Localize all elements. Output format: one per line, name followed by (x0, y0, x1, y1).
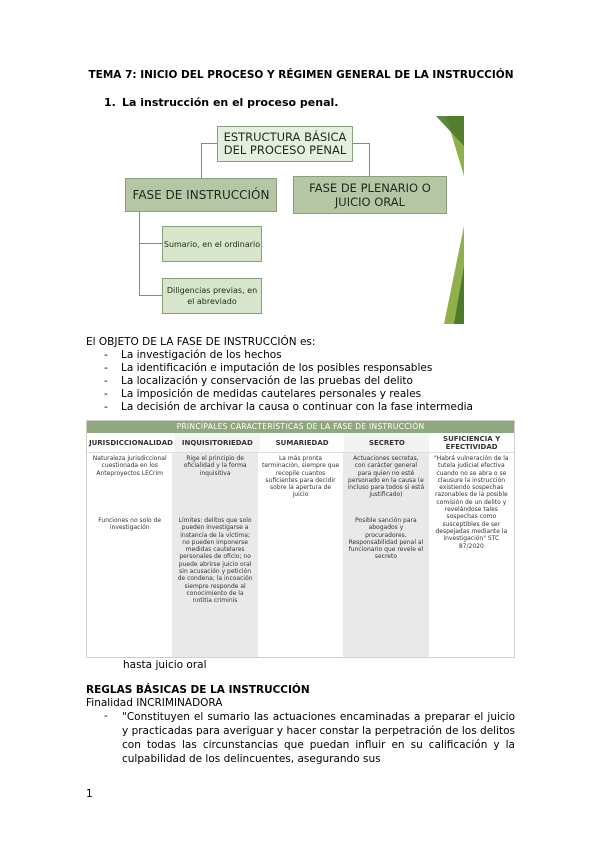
list-item: - La imposición de medidas cautelares personales y reales (104, 388, 473, 401)
table-header: SUMARIEDAD (260, 433, 345, 453)
table-column (429, 453, 514, 657)
connector-line (139, 295, 162, 296)
table-cell: La más pronta terminación, siempre que recopile cuantos suficientes para decidir sobre la apertura de juicio (262, 455, 340, 499)
list-item: - La identificación e imputación de los posibles responsables (104, 362, 473, 375)
table-cell: Naturaleza jurisdiccional cuestionada en los Anteproyectos LECrim (92, 455, 167, 477)
objeto-list (104, 349, 473, 414)
section-heading (104, 96, 338, 109)
table-header: INQUISITORIEDAD (175, 433, 260, 453)
connector-line (139, 210, 140, 295)
table-cell: Funciones no solo de investigación (98, 517, 162, 532)
reglas-heading: REGLAS BÁSICAS DE LA INSTRUCCIÓN (86, 684, 310, 696)
table-cell: Actuaciones secretas, con carácter general para quien no esté personado en la causa (e incluso para todos si está justificado) (347, 455, 425, 499)
connector-line (351, 143, 369, 144)
table-cell: Límites: delitos que solo pueden investigarse a instancia de la víctima; no pueden imponerse medidas cautelares personales de oficio; no puede abrirse juicio oral sin acusación y petición de condena; la incoación siempre responde al conocimiento de la notitia criminis (177, 517, 253, 605)
table-header-row (87, 433, 514, 453)
table-column (172, 453, 257, 657)
quote-dash: - (104, 710, 108, 722)
decorative-triangles (424, 116, 464, 324)
document-title: TEMA 7: INICIO DEL PROCESO Y RÉGIMEN GENERAL DE LA INSTRUCCIÓN (88, 69, 514, 81)
table-title: PRINCIPALES CARACTERÍSTICAS DE LA FASE DE INSTRUCCIÓN (87, 421, 514, 433)
diagram-sumario-box: Sumario, en el ordinario (162, 226, 262, 262)
connector-line (201, 143, 202, 161)
table-column (258, 453, 343, 657)
hasta-text: hasta juicio oral (123, 659, 207, 671)
page-number: 1 (86, 788, 93, 800)
list-item: - La localización y conservación de las pruebas del delito (104, 375, 473, 388)
table-cell: Rige el principio de oficialidad y la forma inquisitiva (183, 455, 247, 477)
list-item: - La decisión de archivar la causa o continuar con la fase intermedia (104, 401, 473, 414)
section-number: 1. (104, 96, 116, 109)
diagram-main-box: ESTRUCTURA BÁSICA DEL PROCESO PENAL (217, 126, 353, 162)
table-body (87, 453, 514, 657)
diagram-diligencias-box: Diligencias previas, en el abreviado (162, 278, 262, 314)
connector-line (201, 161, 202, 178)
finalidad-text: Finalidad INCRIMINADORA (86, 697, 223, 709)
diagram-instruccion-box: FASE DE INSTRUCCIÓN (125, 178, 277, 212)
section-title: La instrucción en el proceso penal. (122, 96, 339, 109)
list-item: - La investigación de los hechos (104, 349, 473, 362)
diagram-plenario-box: FASE DE PLENARIO O JUICIO ORAL (293, 176, 447, 214)
table-cell (429, 515, 514, 519)
table-cell: "Habrá vulneración de la tutela judicial efectiva cuando no se abra o se clausure la instrucción existiendo sospechas razonables de la posible comisión de un delito y revelándose tales sospechas como susceptibles de ser despejadas mediante la investigación" STC 87/2020 (434, 455, 509, 550)
table-cell (258, 515, 343, 519)
structure-diagram (119, 116, 464, 324)
table-header: JURISDICCIONALIDAD (87, 433, 175, 453)
connector-line (201, 143, 217, 144)
table-cell: Posible sanción para abogados y procuradores. Responsabilidad penal al funcionario que revele el secreto (348, 517, 424, 561)
table-column (343, 453, 428, 657)
connector-line (139, 243, 162, 244)
table-column (87, 453, 172, 657)
characteristics-table (86, 420, 515, 658)
table-header: SUFICIENCIA Y EFECTIVIDAD (429, 433, 514, 453)
objeto-intro: El OBJETO DE LA FASE DE INSTRUCCIÓN es: (86, 336, 316, 348)
table-header: SECRETO (344, 433, 429, 453)
quote-paragraph: "Constituyen el sumario las actuaciones encaminadas a preparar el juicio y practicadas para averiguar y hacer constar la perpetración de los delitos con todas las circunstancias que puedan influir en su calificación y la culpabilidad de los delincuentes, asegurando sus (122, 711, 515, 765)
connector-line (369, 143, 370, 176)
